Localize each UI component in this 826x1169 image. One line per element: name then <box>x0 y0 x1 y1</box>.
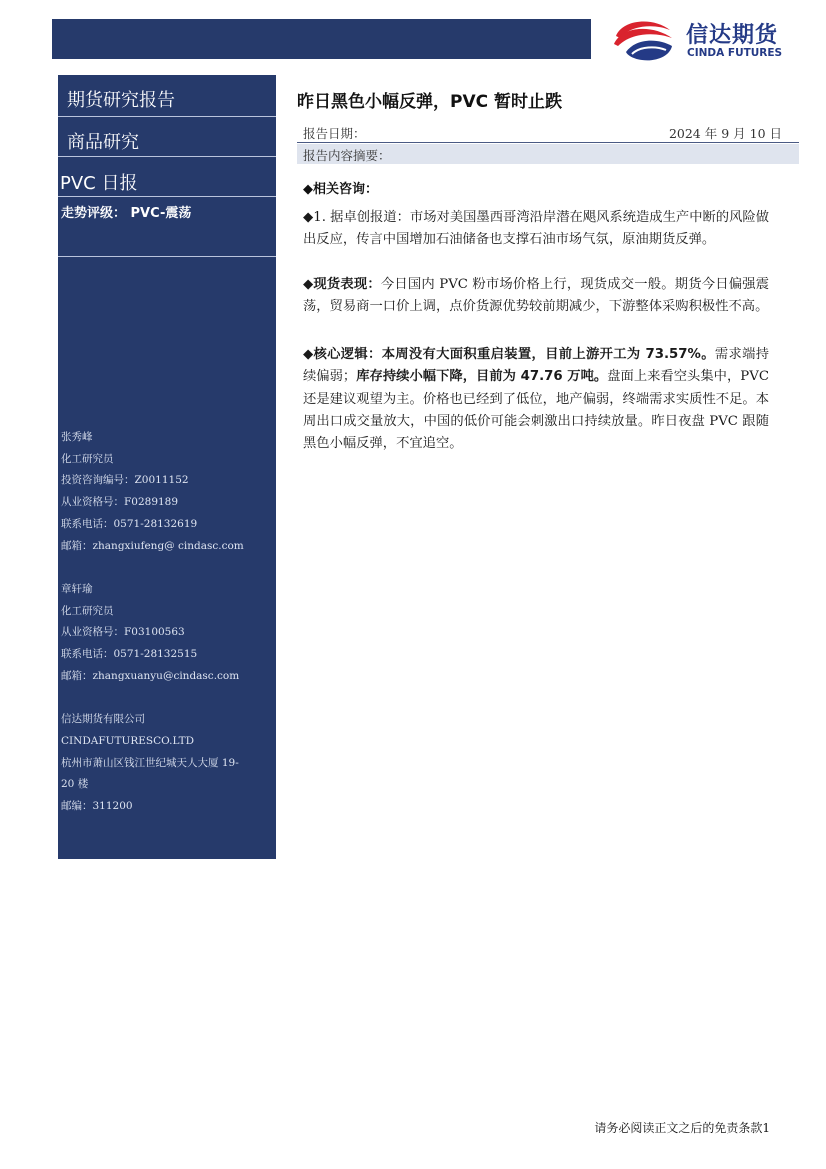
analyst-name: 张秀峰 <box>61 431 93 443</box>
company-postcode: 邮编：311200 <box>61 799 133 812</box>
report-date-label: 报告日期： <box>303 126 366 141</box>
cinda-logo-mark-icon <box>612 16 674 62</box>
disclaimer-text: 请务必阅读正文之后的免责条款 <box>594 1121 763 1135</box>
analyst-title: 化工研究员 <box>61 604 114 617</box>
paragraph-logic-bold: 本周没有大面积重启装置，目前上游开工为 73.57%。 <box>381 347 715 362</box>
sidebar-product: PVC 日报 <box>60 173 138 194</box>
summary-label: 报告内容摘要： <box>303 148 391 163</box>
footer <box>594 1119 770 1136</box>
report-title: 昨日黑色小幅反弹，PVC 暂时止跌 <box>297 92 563 112</box>
cinda-logo <box>612 16 802 62</box>
section-heading: ◆相关咨询： <box>303 182 378 197</box>
company-name-en: CINDAFUTURESCO.LTD <box>61 734 195 747</box>
page-number: 1 <box>762 1121 770 1135</box>
analyst-title: 化工研究员 <box>61 452 114 465</box>
analyst-phone: 联系电话：0571-28132515 <box>61 648 198 661</box>
paragraph-news: ◆1. 据卓创报道：市场对美国墨西哥湾沿岸潜在飓风系统造成生产中断的风险做出反应，传言中国增加石油储备也支撑石油市场气氛，原油期货反弹。 <box>303 210 769 248</box>
analyst-contacts <box>61 427 244 818</box>
paragraph-spot-text: 今日国内 PVC 粉市场价格上行，现货成交一般。期货今日偏强震荡，贸易商一口价上调，点价货源优势较前期减少，下游整体采购积极性不高。 <box>303 277 769 315</box>
analyst-email: 邮箱：zhangxuanyu@cindasc.com <box>61 669 240 682</box>
paragraph-spot <box>303 274 769 319</box>
analyst-consult-no: 投资咨询编号：Z0011152 <box>61 474 189 487</box>
divider <box>297 142 799 143</box>
report-date: 2024 年 9 月 10 日 <box>668 126 782 141</box>
analyst-email: 邮箱：zhangxiufeng@ cindasc.com <box>61 539 244 552</box>
sidebar-divider <box>58 256 276 257</box>
sidebar-category: 商品研究 <box>67 132 139 153</box>
paragraph-logic <box>303 344 769 455</box>
summary-bar <box>297 144 799 164</box>
logo-english-text: CINDA FUTURES <box>687 47 783 59</box>
sidebar <box>58 75 276 859</box>
analyst-name: 章轩瑜 <box>61 582 93 595</box>
paragraph-logic-text: 需求端持续偏弱； <box>303 347 770 385</box>
company-address-cont: 20 楼 <box>61 778 89 791</box>
paragraph-logic-lead: ◆核心逻辑： <box>303 347 382 362</box>
sidebar-report-type: 期货研究报告 <box>67 90 175 111</box>
paragraph-logic-text: 盘面上来看空头集中，PVC 还是建议观望为主。价格也已经到了低位，地产偏弱，终端需求实质性不足。本周出口成交量放大，中国的低价可能会刺激出口持续放量。昨日夜盘 PVC 跟随黑色小幅反弹，不宜追空。 <box>303 369 770 452</box>
header-bar <box>52 19 591 59</box>
company-address: 杭州市萧山区钱江世纪城天人大厦 19- <box>61 756 239 769</box>
company-name-cn: 信达期货有限公司 <box>61 713 145 726</box>
analyst-qualification: 从业资格号：F0289189 <box>61 496 179 509</box>
logo-chinese-text: 信达期货 <box>686 23 779 48</box>
paragraph-spot-lead: ◆现货表现： <box>303 277 381 292</box>
paragraph-logic-bold: 库存持续小幅下降，目前为 47.76 万吨。 <box>356 369 608 385</box>
trend-rating: 走势评级： PVC-震荡 <box>61 206 192 221</box>
analyst-phone: 联系电话：0571-28132619 <box>61 517 198 530</box>
sidebar-divider <box>58 196 276 197</box>
analyst-qualification: 从业资格号：F03100563 <box>61 626 185 639</box>
